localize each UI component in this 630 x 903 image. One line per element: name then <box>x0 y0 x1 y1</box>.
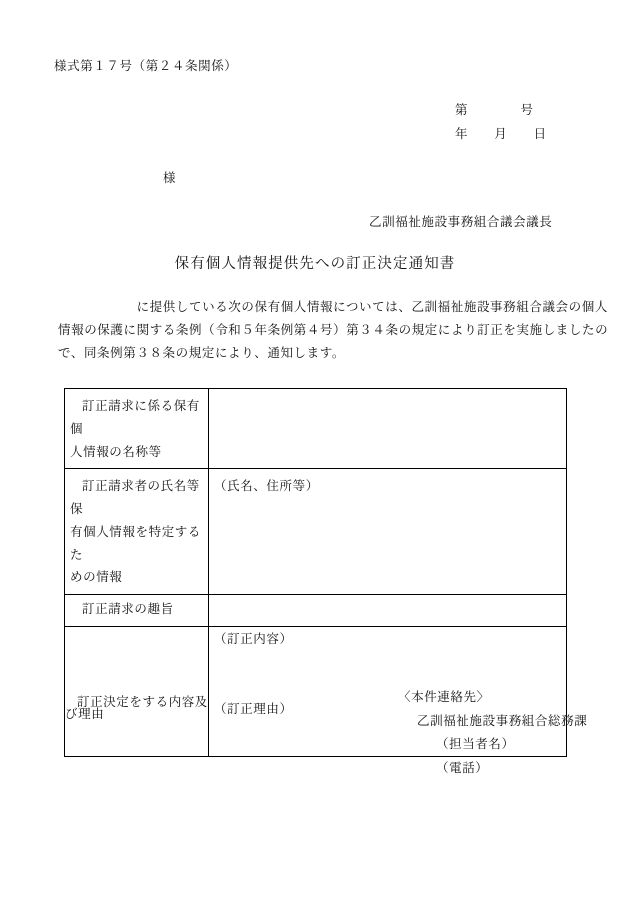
table-row-value-purpose[interactable] <box>209 595 567 627</box>
table-row-value-name[interactable] <box>209 389 567 469</box>
issuer-name: 乙訓福祉施設事務組合議会議長 <box>369 214 553 229</box>
contact-phone: （電話） <box>436 759 489 775</box>
table-row <box>65 469 567 595</box>
body-paragraph <box>58 299 609 360</box>
document-date-line: 年 月 日 <box>455 125 547 141</box>
contact-heading: 〈本件連絡先〉 <box>398 689 490 704</box>
contact-block <box>398 691 587 774</box>
row3-label-line1: 訂正請求の趣旨 <box>82 601 174 616</box>
addressee-suffix: 様 <box>163 170 177 185</box>
row4-label-line1: 訂正決定をする内容及 <box>77 693 209 709</box>
form-number: 様式第１７号（第２４条関係） <box>54 58 238 73</box>
body-line-2: 情報の保護に関する条例（令和５年条例第４号）第３４条の規定により訂正を実施しましたの <box>58 322 609 337</box>
row4-label-line2: び理由 <box>65 706 105 722</box>
row1-label-line2: 人情報の名称等 <box>70 443 162 459</box>
body-line-3: で、同条例第３８条の規定により、通知します。 <box>58 345 345 360</box>
row2-label-line2: 有個人情報を特定するた <box>70 523 202 562</box>
row1-label-line1: 訂正請求に係る保有個 <box>70 398 200 436</box>
table-row-label-purpose <box>65 595 209 627</box>
contact-organization: 乙訓福祉施設事務組合総務課 <box>417 712 588 728</box>
table-row-label-name <box>65 389 209 469</box>
row4-value-reason: （訂正理由） <box>214 700 293 716</box>
body-line-1: に提供している次の保有個人情報については、乙訓福祉施設事務組合議会の個人 <box>58 299 608 314</box>
row2-value: （氏名、住所等） <box>214 478 319 494</box>
row2-label-line1: 訂正請求者の氏名等保 <box>70 478 200 516</box>
table-row <box>65 389 567 469</box>
document-number-line: 第 号 <box>455 102 534 117</box>
row4-value-content: （訂正内容） <box>214 630 293 646</box>
table-row <box>65 595 567 627</box>
page-title: 保有個人情報提供先への訂正決定通知書 <box>174 256 456 272</box>
table-row-label-decision <box>65 626 209 756</box>
row2-label-line3: めの情報 <box>70 569 123 585</box>
table-row-value-requester[interactable] <box>209 469 567 595</box>
document-meta-block <box>455 104 575 140</box>
table-row-label-requester <box>65 469 209 595</box>
contact-person: （担当者名） <box>436 736 515 751</box>
